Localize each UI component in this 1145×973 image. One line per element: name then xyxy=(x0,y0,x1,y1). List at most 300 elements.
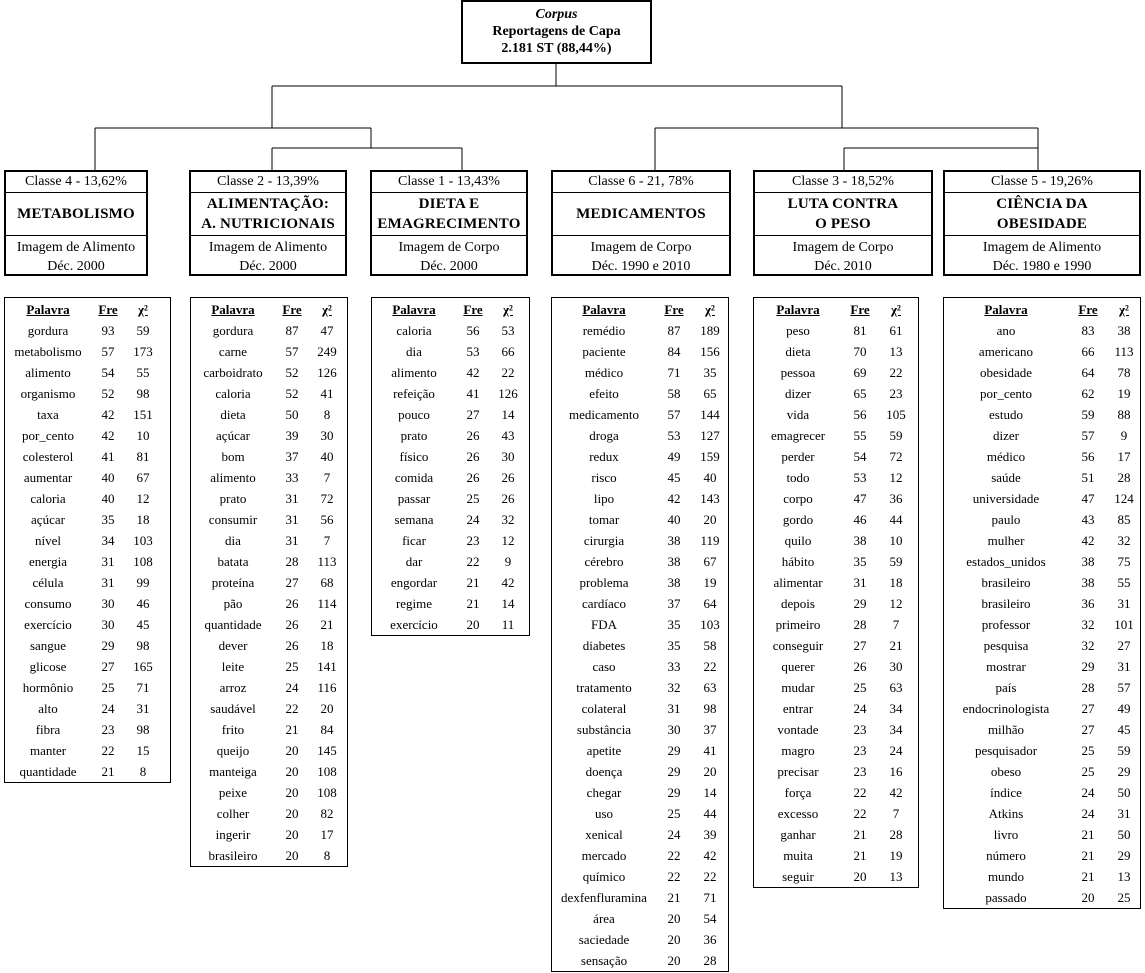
word-cell: consumir xyxy=(208,512,258,527)
table-row xyxy=(552,551,728,572)
word-cell: dizer xyxy=(993,428,1019,443)
chi-cell: 28 xyxy=(889,827,903,842)
chi-cell: 14 xyxy=(501,407,515,422)
chi-cell: 56 xyxy=(320,512,334,527)
chi-cell: 18 xyxy=(889,575,903,590)
table-row xyxy=(372,530,529,551)
freq-cell: 20 xyxy=(466,617,480,632)
chi-cell: 7 xyxy=(892,806,900,821)
word-cell: glicose xyxy=(29,659,67,674)
chi-cell: 71 xyxy=(703,890,717,905)
word-cell: vontade xyxy=(777,722,819,737)
class-decade: Déc. 2000 xyxy=(47,259,105,274)
header-word: Palavra xyxy=(392,302,436,317)
word-cell: conseguir xyxy=(772,638,824,653)
chi-cell: 18 xyxy=(136,512,150,527)
word-cell: hábito xyxy=(781,554,815,569)
word-table-3 xyxy=(371,297,530,636)
chi-cell: 13 xyxy=(889,869,903,884)
chi-cell: 68 xyxy=(320,575,334,590)
freq-cell: 28 xyxy=(1081,680,1095,695)
chi-cell: 32 xyxy=(501,512,515,527)
freq-cell: 56 xyxy=(466,323,480,338)
word-cell: mudar xyxy=(781,680,815,695)
freq-cell: 23 xyxy=(853,722,867,737)
chi-cell: 28 xyxy=(1117,470,1131,485)
table-row xyxy=(754,845,918,866)
chi-cell: 82 xyxy=(320,806,334,821)
freq-cell: 70 xyxy=(853,344,867,359)
word-cell: dia xyxy=(225,533,241,548)
word-cell: fibra xyxy=(35,722,61,737)
table-row xyxy=(754,446,918,467)
chi-cell: 59 xyxy=(889,554,903,569)
chi-cell: 39 xyxy=(703,827,717,842)
chi-cell: 54 xyxy=(703,911,717,926)
chi-cell: 36 xyxy=(703,932,717,947)
table-row xyxy=(552,425,728,446)
table-row xyxy=(754,740,918,761)
corpus-root-node xyxy=(461,0,652,64)
chi-cell: 34 xyxy=(889,701,903,716)
chi-cell: 18 xyxy=(320,638,334,653)
table-row xyxy=(191,677,347,698)
word-cell: universidade xyxy=(972,491,1040,506)
freq-cell: 38 xyxy=(667,533,681,548)
word-cell: excesso xyxy=(777,806,819,821)
table-row xyxy=(552,572,728,593)
freq-cell: 37 xyxy=(285,449,299,464)
word-cell: semana xyxy=(394,512,434,527)
freq-cell: 38 xyxy=(667,554,681,569)
chi-cell: 103 xyxy=(700,617,720,632)
table-row xyxy=(552,740,728,761)
table-row xyxy=(5,446,170,467)
freq-cell: 81 xyxy=(853,323,867,338)
freq-cell: 22 xyxy=(667,869,681,884)
table-row xyxy=(944,677,1140,698)
header-freq: Fre xyxy=(1078,302,1098,317)
word-cell: tomar xyxy=(588,512,620,527)
chi-cell: 30 xyxy=(889,659,903,674)
word-cell: obeso xyxy=(990,764,1022,779)
table-row xyxy=(372,425,529,446)
word-cell: mercado xyxy=(581,848,627,863)
freq-cell: 87 xyxy=(667,323,681,338)
table-row xyxy=(191,824,347,845)
word-cell: ganhar xyxy=(780,827,816,842)
table-row xyxy=(754,719,918,740)
freq-cell: 55 xyxy=(853,428,867,443)
chi-cell: 59 xyxy=(889,428,903,443)
table-row xyxy=(372,488,529,509)
freq-cell: 21 xyxy=(285,722,299,737)
class-decade: Déc. 2010 xyxy=(814,259,872,274)
freq-cell: 20 xyxy=(285,848,299,863)
chi-cell: 24 xyxy=(889,743,903,758)
table-row xyxy=(552,362,728,383)
chi-cell: 36 xyxy=(889,491,903,506)
class-header-6 xyxy=(943,170,1141,276)
table-row xyxy=(552,488,728,509)
word-cell: exercício xyxy=(24,617,72,632)
table-row xyxy=(552,866,728,887)
chi-cell: 105 xyxy=(886,407,906,422)
freq-cell: 26 xyxy=(466,449,480,464)
word-cell: dieta xyxy=(220,407,246,422)
freq-cell: 20 xyxy=(285,764,299,779)
word-cell: FDA xyxy=(590,617,617,632)
word-cell: passar xyxy=(397,491,431,506)
word-cell: dizer xyxy=(785,386,811,401)
table-row xyxy=(754,467,918,488)
chi-cell: 26 xyxy=(501,470,515,485)
word-cell: proteína xyxy=(211,575,255,590)
freq-cell: 31 xyxy=(285,512,299,527)
word-cell: seguir xyxy=(782,869,814,884)
freq-cell: 26 xyxy=(285,617,299,632)
table-row xyxy=(191,593,347,614)
word-cell: alimento xyxy=(391,365,437,380)
chi-cell: 31 xyxy=(1117,596,1131,611)
freq-cell: 22 xyxy=(853,806,867,821)
freq-cell: 27 xyxy=(101,659,115,674)
table-row xyxy=(5,593,170,614)
freq-cell: 29 xyxy=(853,596,867,611)
word-cell: carne xyxy=(218,344,248,359)
chi-cell: 165 xyxy=(133,659,153,674)
table-row xyxy=(754,677,918,698)
word-cell: sangue xyxy=(29,638,67,653)
class-header-3 xyxy=(370,170,528,276)
chi-cell: 63 xyxy=(889,680,903,695)
word-cell: ficar xyxy=(402,533,426,548)
chi-cell: 108 xyxy=(133,554,153,569)
word-cell: pão xyxy=(223,596,243,611)
word-cell: brasileiro xyxy=(208,848,258,863)
word-cell: cirurgia xyxy=(583,533,625,548)
freq-cell: 24 xyxy=(853,701,867,716)
word-cell: apetite xyxy=(586,743,622,758)
table-row xyxy=(944,509,1140,530)
word-cell: saciedade xyxy=(578,932,630,947)
class-image: Imagem de Alimento xyxy=(982,240,1102,255)
chi-cell: 31 xyxy=(1117,659,1131,674)
word-table-2 xyxy=(190,297,348,867)
freq-cell: 59 xyxy=(1081,407,1095,422)
freq-cell: 57 xyxy=(667,407,681,422)
table-row xyxy=(552,593,728,614)
class-image: Imagem de Alimento xyxy=(208,240,328,255)
table-row xyxy=(5,425,170,446)
freq-cell: 83 xyxy=(1081,323,1095,338)
class-decade: Déc. 1980 e 1990 xyxy=(992,259,1092,274)
freq-cell: 25 xyxy=(285,659,299,674)
table-row xyxy=(372,362,529,383)
freq-cell: 26 xyxy=(853,659,867,674)
freq-cell: 66 xyxy=(1081,344,1095,359)
chi-cell: 119 xyxy=(700,533,720,548)
chi-cell: 58 xyxy=(703,638,717,653)
word-cell: quilo xyxy=(784,533,812,548)
table-row xyxy=(5,551,170,572)
chi-cell: 103 xyxy=(133,533,153,548)
freq-cell: 35 xyxy=(667,638,681,653)
table-row xyxy=(754,530,918,551)
header-chi: χ² xyxy=(891,302,901,317)
table-row xyxy=(552,719,728,740)
word-cell: carboidrato xyxy=(203,365,263,380)
freq-cell: 27 xyxy=(1081,701,1095,716)
word-cell: todo xyxy=(786,470,810,485)
chi-cell: 20 xyxy=(703,512,717,527)
chi-cell: 34 xyxy=(889,722,903,737)
word-cell: obesidade xyxy=(980,365,1032,380)
chi-cell: 10 xyxy=(889,533,903,548)
table-row xyxy=(5,719,170,740)
table-row xyxy=(552,761,728,782)
chi-cell: 47 xyxy=(320,323,334,338)
class-image: Imagem de Corpo xyxy=(792,240,894,255)
chi-cell: 156 xyxy=(700,344,720,359)
word-cell: muita xyxy=(783,848,813,863)
table-header-row xyxy=(754,299,918,320)
word-cell: saúde xyxy=(991,470,1021,485)
freq-cell: 42 xyxy=(101,428,115,443)
word-cell: prato xyxy=(219,491,247,506)
freq-cell: 56 xyxy=(853,407,867,422)
word-cell: caloria xyxy=(30,491,66,506)
freq-cell: 50 xyxy=(285,407,299,422)
chi-cell: 20 xyxy=(703,764,717,779)
chi-cell: 98 xyxy=(136,638,150,653)
table-row xyxy=(191,635,347,656)
table-row xyxy=(944,803,1140,824)
word-cell: força xyxy=(784,785,812,800)
chi-cell: 41 xyxy=(703,743,717,758)
class-label: Classe 2 - 13,39% xyxy=(191,172,345,193)
freq-cell: 52 xyxy=(285,365,299,380)
table-row xyxy=(372,320,529,341)
word-cell: risco xyxy=(591,470,617,485)
word-cell: ingerir xyxy=(215,827,251,842)
chi-cell: 42 xyxy=(501,575,515,590)
chi-cell: 31 xyxy=(136,701,150,716)
freq-cell: 26 xyxy=(466,470,480,485)
table-row xyxy=(944,761,1140,782)
chi-cell: 145 xyxy=(317,743,337,758)
word-cell: caso xyxy=(592,659,616,674)
word-cell: corpo xyxy=(783,491,813,506)
word-cell: mostrar xyxy=(986,659,1026,674)
freq-cell: 27 xyxy=(1081,722,1095,737)
table-row xyxy=(191,845,347,866)
chi-cell: 98 xyxy=(136,386,150,401)
chi-cell: 98 xyxy=(703,701,717,716)
word-cell: caloria xyxy=(215,386,251,401)
table-header-row xyxy=(191,299,347,320)
class-decade: Déc. 2000 xyxy=(239,259,297,274)
table-row xyxy=(191,509,347,530)
freq-cell: 46 xyxy=(853,512,867,527)
chi-cell: 63 xyxy=(703,680,717,695)
chi-cell: 17 xyxy=(320,827,334,842)
freq-cell: 38 xyxy=(667,575,681,590)
freq-cell: 56 xyxy=(1081,449,1095,464)
word-cell: quantidade xyxy=(204,617,262,632)
chi-cell: 189 xyxy=(700,323,720,338)
chi-cell: 55 xyxy=(136,365,150,380)
word-cell: açúcar xyxy=(31,512,65,527)
word-cell: arroz xyxy=(219,680,247,695)
word-cell: colesterol xyxy=(22,449,74,464)
table-row xyxy=(754,698,918,719)
chi-cell: 114 xyxy=(317,596,337,611)
freq-cell: 23 xyxy=(101,722,115,737)
word-cell: queijo xyxy=(216,743,250,758)
freq-cell: 33 xyxy=(667,659,681,674)
table-row xyxy=(552,467,728,488)
table-row xyxy=(191,614,347,635)
freq-cell: 23 xyxy=(853,764,867,779)
word-table-4 xyxy=(551,297,729,972)
chi-cell: 43 xyxy=(501,428,515,443)
class-name: MEDICAMENTOS xyxy=(576,206,706,222)
freq-cell: 65 xyxy=(853,386,867,401)
freq-cell: 29 xyxy=(667,785,681,800)
chi-cell: 67 xyxy=(703,554,717,569)
chi-cell: 12 xyxy=(501,533,515,548)
freq-cell: 30 xyxy=(667,722,681,737)
chi-cell: 84 xyxy=(320,722,334,737)
word-cell: prato xyxy=(400,428,428,443)
table-row xyxy=(944,425,1140,446)
table-row xyxy=(754,782,918,803)
chi-cell: 42 xyxy=(889,785,903,800)
chi-cell: 59 xyxy=(136,323,150,338)
class-decade: Déc. 1990 e 2010 xyxy=(591,259,691,274)
freq-cell: 30 xyxy=(101,617,115,632)
header-chi: χ² xyxy=(1119,302,1129,317)
freq-cell: 25 xyxy=(853,680,867,695)
freq-cell: 41 xyxy=(466,386,480,401)
table-row xyxy=(5,509,170,530)
table-row xyxy=(552,677,728,698)
freq-cell: 47 xyxy=(853,491,867,506)
chi-cell: 45 xyxy=(1117,722,1131,737)
freq-cell: 29 xyxy=(101,638,115,653)
chi-cell: 30 xyxy=(320,428,334,443)
table-row xyxy=(944,383,1140,404)
table-row xyxy=(754,656,918,677)
class-label: Classe 4 - 13,62% xyxy=(6,172,146,193)
table-row xyxy=(552,383,728,404)
table-row xyxy=(754,509,918,530)
table-row xyxy=(944,782,1140,803)
word-cell: brasileiro xyxy=(981,575,1031,590)
table-row xyxy=(372,572,529,593)
chi-cell: 22 xyxy=(703,659,717,674)
chi-cell: 85 xyxy=(1117,512,1131,527)
freq-cell: 25 xyxy=(101,680,115,695)
freq-cell: 26 xyxy=(466,428,480,443)
chi-cell: 75 xyxy=(1117,554,1131,569)
word-cell: doença xyxy=(585,764,623,779)
table-row xyxy=(552,698,728,719)
word-cell: endocrinologista xyxy=(962,701,1050,716)
word-cell: professor xyxy=(981,617,1031,632)
chi-cell: 45 xyxy=(136,617,150,632)
chi-cell: 64 xyxy=(703,596,717,611)
word-cell: pessoa xyxy=(780,365,816,380)
chi-cell: 108 xyxy=(317,764,337,779)
table-row xyxy=(944,845,1140,866)
freq-cell: 21 xyxy=(101,764,115,779)
table-row xyxy=(191,572,347,593)
word-cell: mundo xyxy=(987,869,1025,884)
chi-cell: 21 xyxy=(320,617,334,632)
chi-cell: 19 xyxy=(1117,386,1131,401)
freq-cell: 21 xyxy=(1081,848,1095,863)
freq-cell: 21 xyxy=(466,575,480,590)
table-row xyxy=(191,761,347,782)
freq-cell: 28 xyxy=(285,554,299,569)
table-row xyxy=(754,320,918,341)
chi-cell: 46 xyxy=(136,596,150,611)
corpus-title: Reportagens de Capa xyxy=(492,24,621,39)
chi-cell: 108 xyxy=(317,785,337,800)
freq-cell: 20 xyxy=(1081,890,1095,905)
header-chi: χ² xyxy=(138,302,148,317)
table-row xyxy=(754,614,918,635)
word-cell: dar xyxy=(405,554,423,569)
freq-cell: 26 xyxy=(285,638,299,653)
word-cell: remédio xyxy=(582,323,626,338)
table-row xyxy=(191,656,347,677)
freq-cell: 35 xyxy=(667,617,681,632)
freq-cell: 24 xyxy=(285,680,299,695)
chi-cell: 126 xyxy=(317,365,337,380)
freq-cell: 31 xyxy=(667,701,681,716)
freq-cell: 84 xyxy=(667,344,681,359)
table-header-row xyxy=(5,299,170,320)
freq-cell: 20 xyxy=(853,869,867,884)
word-cell: alimento xyxy=(210,470,256,485)
chi-cell: 40 xyxy=(320,449,334,464)
freq-cell: 38 xyxy=(853,533,867,548)
freq-cell: 51 xyxy=(1081,470,1095,485)
chi-cell: 31 xyxy=(1117,806,1131,821)
chi-cell: 71 xyxy=(136,680,150,695)
header-freq: Fre xyxy=(98,302,118,317)
table-header-row xyxy=(372,299,529,320)
table-row xyxy=(372,341,529,362)
table-row xyxy=(191,320,347,341)
table-row xyxy=(191,425,347,446)
table-row xyxy=(552,824,728,845)
freq-cell: 35 xyxy=(853,554,867,569)
chi-cell: 23 xyxy=(889,386,903,401)
word-cell: tratamento xyxy=(576,680,632,695)
chi-cell: 173 xyxy=(133,344,153,359)
chi-cell: 14 xyxy=(501,596,515,611)
table-row xyxy=(5,698,170,719)
table-row xyxy=(552,887,728,908)
freq-cell: 35 xyxy=(101,512,115,527)
word-table-6 xyxy=(943,297,1141,909)
word-cell: país xyxy=(995,680,1017,695)
table-row xyxy=(944,446,1140,467)
